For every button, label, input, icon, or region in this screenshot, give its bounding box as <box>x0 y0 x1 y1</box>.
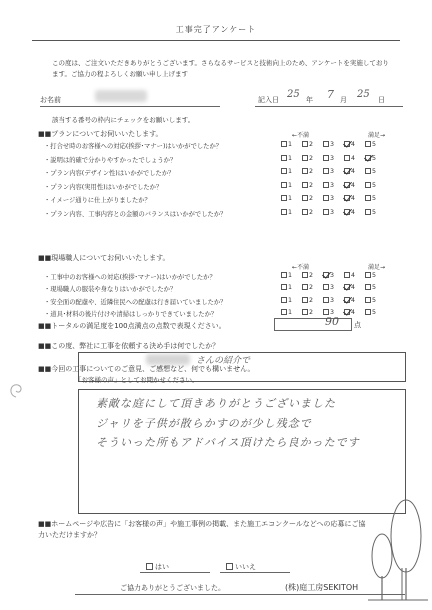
rating-option-label: 3 <box>330 296 335 304</box>
rating-option[interactable] <box>302 309 323 316</box>
rating-option-label: 2 <box>309 284 314 292</box>
rating-option-label: 1 <box>288 309 293 317</box>
rating-option[interactable] <box>344 155 365 162</box>
section2-rating-row-3 <box>281 297 386 304</box>
rating-option[interactable] <box>365 297 386 304</box>
name-underline <box>40 106 220 107</box>
reason-question: ■■この度、弊社に工事を依頼する決め手は何でしたか？ <box>38 342 220 350</box>
rating-option-label: 5 <box>372 168 377 176</box>
publish-no-option[interactable] <box>226 562 256 572</box>
rating-option-label: 5 <box>372 154 377 162</box>
rating-option-label: 2 <box>309 141 314 148</box>
reason-answer: さんの紹介で <box>196 356 251 366</box>
date-year: 25 <box>287 89 300 100</box>
section1-question-5: ・イメージ通りに仕上がりましたか？ <box>44 197 151 205</box>
publish-no-label: いいえ <box>235 563 256 571</box>
rating-option-label: 5 <box>372 284 377 292</box>
checkbox[interactable] <box>302 209 308 215</box>
rating-option[interactable] <box>344 297 365 304</box>
rating-option[interactable] <box>323 284 344 291</box>
rating-option[interactable] <box>344 284 365 291</box>
rating-option[interactable] <box>302 284 323 291</box>
section1-rating-row-6 <box>281 209 386 216</box>
date-day-unit: 日 <box>378 96 385 104</box>
section1-rating-row-3 <box>281 168 386 175</box>
rating-option[interactable] <box>281 195 302 202</box>
rating-option[interactable] <box>365 209 386 216</box>
rating-option[interactable] <box>365 141 386 148</box>
section1-question-4: ・プラン内容(実用性)はいかがでしたか？ <box>44 183 163 191</box>
rating-option[interactable] <box>365 168 386 175</box>
rating-option[interactable] <box>323 155 344 162</box>
rating-option-label: 1 <box>288 141 293 148</box>
rating-option[interactable] <box>281 297 302 304</box>
rating-option-label: 2 <box>309 209 314 216</box>
checkbox[interactable] <box>281 155 287 161</box>
rating-option-label: 4 <box>351 141 356 148</box>
section2-scale-high: 満足→ <box>368 264 386 271</box>
rating-option-label: 1 <box>288 296 293 304</box>
rating-option-label: 4 <box>351 209 356 216</box>
date-label: 記入日 <box>258 96 279 104</box>
section1-scale-high: 満足→ <box>368 132 386 139</box>
rating-option[interactable] <box>281 141 302 148</box>
section1-rating-row-2 <box>281 155 386 162</box>
checked-checkbox[interactable] <box>323 272 329 278</box>
checked-checkbox[interactable] <box>365 155 371 161</box>
rating-option-label: 2 <box>309 181 314 189</box>
rating-option[interactable] <box>302 168 323 175</box>
rating-option-label: 3 <box>330 284 335 292</box>
section1-question-6: ・プラン内容、工事内容との金額のバランスはいかがでしたか？ <box>44 211 227 218</box>
checkbox[interactable] <box>323 141 329 147</box>
checkbox[interactable] <box>302 195 308 201</box>
section1-question-3: ・プラン内容(デザイン性)はいかがでしたか？ <box>44 170 175 178</box>
rating-option-label: 3 <box>330 141 335 148</box>
checkbox[interactable] <box>344 272 350 278</box>
rating-option-label: 5 <box>372 309 377 317</box>
rating-option[interactable] <box>344 195 365 202</box>
rating-option[interactable] <box>365 182 386 189</box>
rating-option-label: 5 <box>372 181 377 189</box>
checkbox[interactable] <box>365 284 371 290</box>
checkbox[interactable] <box>365 309 371 315</box>
publish-no-underline <box>220 572 290 573</box>
redacted-name <box>95 90 147 102</box>
trees-illustration <box>368 498 428 603</box>
rating-option-label: 4 <box>351 296 356 304</box>
checkbox[interactable] <box>323 297 329 303</box>
rating-option-label: 5 <box>372 195 377 203</box>
rating-option[interactable] <box>281 182 302 189</box>
section1-scale-low: ←不満 <box>292 132 310 139</box>
score-value: 90 <box>325 315 339 328</box>
rating-option[interactable] <box>365 284 386 291</box>
rating-option[interactable] <box>302 141 323 148</box>
footer-underline <box>75 594 405 595</box>
checkbox[interactable] <box>365 297 371 303</box>
checkbox[interactable] <box>323 284 329 290</box>
rating-option[interactable] <box>323 297 344 304</box>
publish-yes-option[interactable] <box>146 562 169 572</box>
rating-option[interactable] <box>281 209 302 216</box>
checkbox[interactable] <box>365 141 371 147</box>
checkbox[interactable] <box>281 309 287 315</box>
section2-question-2: ・現場職人の服装や身なりはいかがでしたか？ <box>44 286 177 294</box>
voice-label: 「お客様の声」としてお聞かせください。 <box>75 376 199 384</box>
voice-intro: ■■今回の工事についてのご意見、ご感想など、何でも構いません。 <box>38 365 255 373</box>
rating-option-label: 3 <box>330 272 335 279</box>
rating-option[interactable] <box>365 272 386 279</box>
rating-option-label: 1 <box>288 284 293 292</box>
checkbox[interactable] <box>281 168 287 174</box>
score-question: ■■トータルの満足度を100点満点の点数で表現ください。 <box>38 322 226 330</box>
checked-checkbox[interactable] <box>344 168 350 174</box>
checkbox[interactable] <box>302 182 308 188</box>
checkbox[interactable] <box>365 272 371 278</box>
rating-option[interactable] <box>344 168 365 175</box>
rating-option-label: 5 <box>372 272 377 279</box>
publish-question: ■■ホームページや広告に「お客様の声」や施工事例の掲載、また施工エコンクールなどへの応募にご協力いただけますか？ <box>38 520 366 539</box>
rating-option-label: 2 <box>309 272 314 279</box>
footer-thanks: ご協力ありがとうございました。 <box>120 584 225 592</box>
checked-checkbox[interactable] <box>344 209 350 215</box>
section2-rating-row-1 <box>281 272 386 279</box>
rating-option[interactable] <box>323 209 344 216</box>
rating-option[interactable] <box>281 309 302 316</box>
checked-checkbox[interactable] <box>344 182 350 188</box>
checked-checkbox[interactable] <box>344 284 350 290</box>
rating-option-label: 4 <box>351 154 356 162</box>
checkbox[interactable] <box>323 195 329 201</box>
checkbox[interactable] <box>323 155 329 161</box>
checkbox[interactable] <box>365 195 371 201</box>
publish-yes-checkbox[interactable] <box>146 563 153 570</box>
section1-rating-row-4 <box>281 182 386 189</box>
rating-option-label: 4 <box>351 284 356 292</box>
checkbox[interactable] <box>365 168 371 174</box>
publish-yes-label: はい <box>155 563 169 571</box>
rating-option[interactable] <box>365 195 386 202</box>
rating-option[interactable] <box>281 168 302 175</box>
rating-option-label: 1 <box>288 168 293 176</box>
checkbox[interactable] <box>302 309 308 315</box>
rating-option-label: 2 <box>309 309 314 317</box>
checked-checkbox[interactable] <box>344 309 350 315</box>
checkbox[interactable] <box>302 297 308 303</box>
section2-question-3: ・安全面の配慮や、近隣住民への配慮は行き届いていましたか？ <box>44 298 227 306</box>
rating-option-label: 1 <box>288 195 293 203</box>
rating-option[interactable] <box>302 209 323 216</box>
checkbox[interactable] <box>323 168 329 174</box>
rating-option-label: 5 <box>372 141 377 148</box>
rating-option-label: 2 <box>309 296 314 304</box>
checkbox[interactable] <box>302 284 308 290</box>
publish-yes-underline <box>140 572 210 573</box>
instruction-text: 該当する番号の枠内にチェックをお願いします。 <box>52 116 195 124</box>
rating-option[interactable] <box>302 297 323 304</box>
checkbox[interactable] <box>281 141 287 147</box>
section1-question-1: ・打合せ時のお客様への対応(挨拶･マナー)はいかがでしたか？ <box>44 143 223 150</box>
swirl-decoration <box>4 375 34 405</box>
rating-option-label: 2 <box>309 195 314 203</box>
voice-line-3: そういった所もアドバイス頂けたら良かったです <box>96 436 360 449</box>
checkbox[interactable] <box>281 272 287 278</box>
rating-option[interactable] <box>344 272 365 279</box>
checkbox[interactable] <box>302 141 308 147</box>
date-month: 7 <box>327 88 334 101</box>
checked-checkbox[interactable] <box>344 297 350 303</box>
rating-option-label: 5 <box>372 209 377 216</box>
name-label: お名前 <box>40 96 61 104</box>
rating-option-label: 4 <box>351 309 356 317</box>
rating-option[interactable] <box>281 155 302 162</box>
rating-option[interactable] <box>302 195 323 202</box>
checkbox[interactable] <box>281 182 287 188</box>
rating-option[interactable] <box>365 155 386 162</box>
voice-line-1: 素敵な庭にして頂きありがとうございました <box>96 397 336 410</box>
rating-option-label: 4 <box>351 181 356 189</box>
rating-option-label: 4 <box>351 272 356 279</box>
rating-option[interactable] <box>302 272 323 279</box>
section2-heading: ■■現場職人についてお伺いいたします。 <box>38 254 170 262</box>
checkbox[interactable] <box>302 155 308 161</box>
section1-rating-row-5 <box>281 195 386 202</box>
rating-option-label: 3 <box>330 154 335 162</box>
section1-heading: ■■プランについてお伺いいたします。 <box>38 130 163 138</box>
section1-question-2: ・説明は的確で分かりやすかったでしょうか？ <box>44 156 177 164</box>
score-unit: 点 <box>354 321 361 329</box>
rating-option-label: 3 <box>330 168 335 176</box>
checkbox[interactable] <box>323 182 329 188</box>
rating-option-label: 4 <box>351 168 356 176</box>
rating-option[interactable] <box>323 168 344 175</box>
checkbox[interactable] <box>281 284 287 290</box>
rating-option-label: 4 <box>351 195 356 203</box>
checkbox[interactable] <box>365 209 371 215</box>
rating-option[interactable] <box>344 309 365 316</box>
checkbox[interactable] <box>365 182 371 188</box>
rating-option-label: 3 <box>330 181 335 189</box>
section2-scale-low: ←不満 <box>292 264 310 271</box>
rating-option[interactable] <box>281 284 302 291</box>
checkbox[interactable] <box>281 195 287 201</box>
section2-rating-row-2 <box>281 284 386 291</box>
rating-option[interactable] <box>365 309 386 316</box>
rating-option-label: 2 <box>309 154 314 162</box>
rating-option-label: 5 <box>372 296 377 304</box>
checkbox[interactable] <box>302 272 308 278</box>
rating-option-label: 3 <box>330 195 335 203</box>
rating-option[interactable] <box>323 182 344 189</box>
date-month-unit: 月 <box>340 96 347 104</box>
section2-question-1: ・工事中のお客様への対応(挨拶･マナー)はいかがでしたか？ <box>44 274 216 281</box>
rating-option[interactable] <box>281 272 302 279</box>
rating-option-label: 1 <box>288 181 293 189</box>
checkbox[interactable] <box>281 297 287 303</box>
rating-option[interactable] <box>323 141 344 148</box>
rating-option-label: 3 <box>330 209 335 216</box>
date-day: 25 <box>357 89 370 100</box>
rating-option-label: 2 <box>309 168 314 176</box>
section2-question-4: ・道具･材料の後片付けや清掃はしっかりできていましたか？ <box>44 311 218 319</box>
checkbox[interactable] <box>281 209 287 215</box>
rating-option[interactable] <box>344 182 365 189</box>
rating-option[interactable] <box>344 209 365 216</box>
rating-option-label: 1 <box>288 272 293 279</box>
rating-option-label: 1 <box>288 154 293 162</box>
rating-option[interactable] <box>323 272 344 279</box>
rating-option[interactable] <box>344 141 365 148</box>
title-rule <box>32 40 400 41</box>
voice-line-2: ジャリを子供が散らかすのが少し残念で <box>96 417 312 430</box>
rating-option[interactable] <box>323 195 344 202</box>
rating-option-label: 1 <box>288 209 293 216</box>
publish-no-checkbox[interactable] <box>226 563 233 570</box>
checked-checkbox[interactable] <box>344 141 350 147</box>
rating-option[interactable] <box>302 155 323 162</box>
checkbox[interactable] <box>323 209 329 215</box>
checked-checkbox[interactable] <box>344 195 350 201</box>
date-underline <box>255 106 403 107</box>
page-title: 工事完了アンケート <box>175 25 257 34</box>
date-year-unit: 年 <box>306 96 313 104</box>
section1-rating-row-1 <box>281 141 386 148</box>
rating-option[interactable] <box>302 182 323 189</box>
score-box[interactable] <box>274 318 352 331</box>
checkbox[interactable] <box>344 155 350 161</box>
intro-text: この度は、ご注文いただきありがとうございます。さらなるサービスと技術向上のため、アンケートを実施しております。ご協力の程よろしくお願い申し上げます <box>52 59 389 78</box>
checkbox[interactable] <box>302 168 308 174</box>
rating-option-label: 3 <box>330 309 335 317</box>
footer-company: (株)庭工房SEKITOH <box>285 583 359 592</box>
